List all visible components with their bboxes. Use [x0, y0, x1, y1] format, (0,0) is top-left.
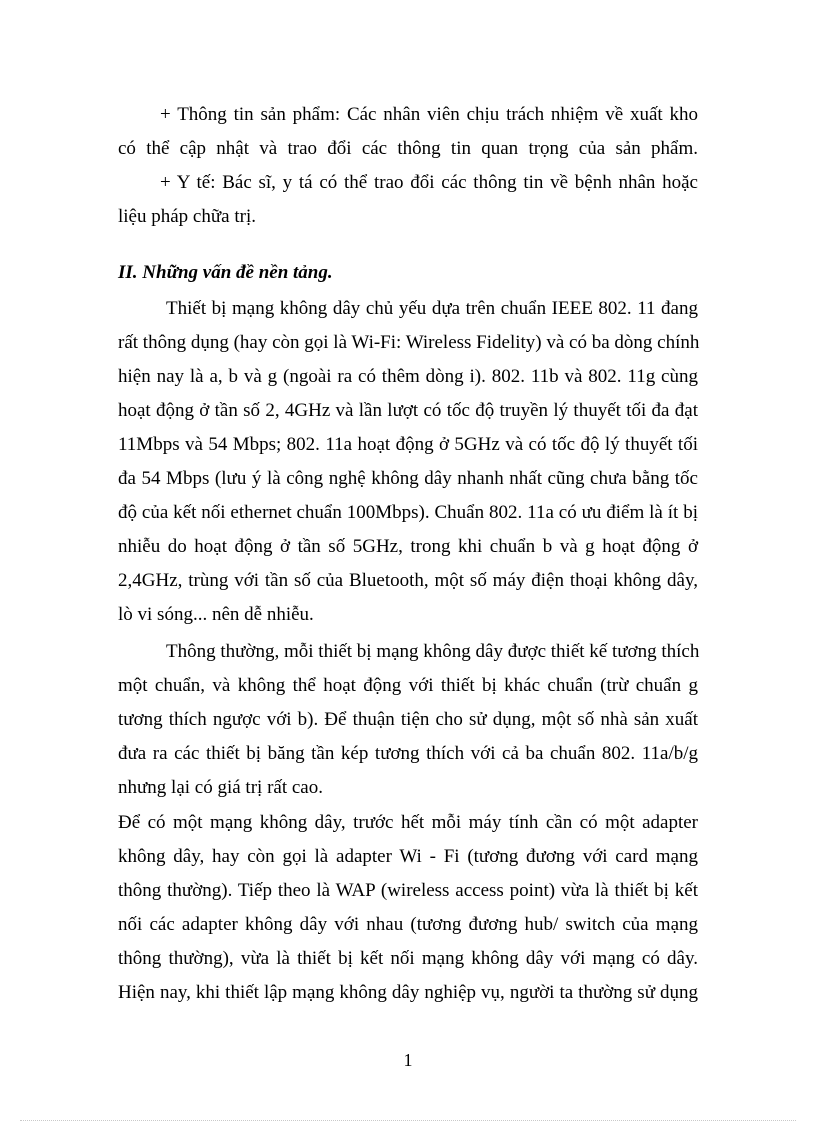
paragraph-line: tương thích ngược với b). Để thuận tiện cho sử dụng, một số nhà sản xuất [118, 709, 698, 730]
paragraph-line: nhưng lại có giá trị rất cao. [118, 777, 323, 798]
paragraph-line: một chuẩn, và không thể hoạt động với thiết bị khác chuẩn (trừ chuẩn g [118, 675, 698, 696]
bullet-health-line-2: liệu pháp chữa trị. [118, 206, 256, 227]
section-heading: II. Những vấn đề nền tảng. [118, 262, 333, 283]
page-bottom-divider [20, 1120, 796, 1121]
paragraph-line: Hiện nay, khi thiết lập mạng không dây nghiệp vụ, người ta thường sử dụng [118, 982, 698, 1003]
page-number: 1 [403, 1050, 413, 1070]
paragraph-line: đưa ra các thiết bị băng tần kép tương thích với cả ba chuẩn 802. 11a/b/g [118, 743, 698, 764]
paragraph-line: lò vi sóng... nên dễ nhiễu. [118, 604, 314, 625]
paragraph-line: Thông thường, mỗi thiết bị mạng không dây được thiết kế tương thích [166, 641, 700, 662]
paragraph-line: nhiễu do hoạt động ở tần số 5GHz, trong khi chuẩn b và g hoạt động ở [118, 536, 698, 557]
paragraph-setup [118, 806, 698, 1010]
paragraph-line: thông thường), vừa là thiết bị kết nối mạng không dây với mạng có dây. [118, 948, 698, 969]
paragraph-line: 2,4GHz, trùng với tần số của Bluetooth, một số máy điện thoại không dây, [118, 570, 698, 591]
paragraph-line: thông thường). Tiếp theo là WAP (wireless access point) vừa là thiết bị kết [118, 880, 698, 901]
bullet-health-line-1: + Y tế: Bác sĩ, y tá có thể trao đổi các thông tin về bệnh nhân hoặc [160, 172, 698, 193]
paragraph-line: hoạt động ở tần số 2, 4GHz và lần lượt có tốc độ truyền lý thuyết tối đa đạt [118, 400, 698, 421]
paragraph-line: rất thông dụng (hay còn gọi là Wi-Fi: Wireless Fidelity) và có ba dòng chính [118, 332, 700, 353]
paragraph-line: nối các adapter không dây với nhau (tương đương hub/ switch của mạng [118, 914, 698, 935]
paragraph-line: Để có một mạng không dây, trước hết mỗi máy tính cần có một adapter [118, 812, 698, 833]
bullet-list [118, 98, 698, 234]
paragraph-line: độ của kết nối ethernet chuẩn 100Mbps). Chuẩn 802. 11a có ưu điểm là ít bị [118, 502, 698, 523]
paragraph-line: Thiết bị mạng không dây chủ yếu dựa trên chuẩn IEEE 802. 11 đang [166, 298, 698, 319]
bullet-product-info-line-1: + Thông tin sản phẩm: Các nhân viên chịu trách nhiệm về xuất kho [160, 104, 698, 125]
bullet-product-info-line-2: có thể cập nhật và trao đổi các thông tin quan trọng của sản phẩm. [118, 138, 698, 159]
paragraph-standards [118, 292, 698, 632]
paragraph-line: hiện nay là a, b và g (ngoài ra có thêm dòng i). 802. 11b và 802. 11g cùng [118, 366, 698, 387]
paragraph-line: không dây, hay còn gọi là adapter Wi - Fi (tương đương với card mạng [118, 846, 698, 867]
paragraph-compatibility [118, 635, 698, 805]
paragraph-line: 11Mbps và 54 Mbps; 802. 11a hoạt động ở 5GHz và có tốc độ lý thuyết tối [118, 434, 698, 455]
paragraph-line: đa 54 Mbps (lưu ý là công nghệ không dây nhanh nhất cũng chưa bằng tốc [118, 468, 698, 489]
